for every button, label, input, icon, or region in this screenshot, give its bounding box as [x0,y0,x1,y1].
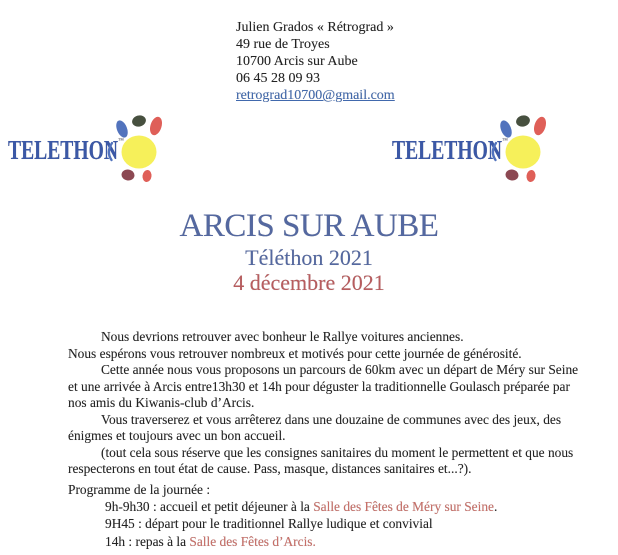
page-title: ARCIS SUR AUBE [179,208,439,244]
contact-email-link[interactable]: retrograd10700@gmail.com [236,88,395,103]
body-text [68,329,588,478]
program-heading: Programme de la journée : [68,482,211,497]
program-items [68,498,588,550]
telethon-logo-right [390,112,558,192]
body-line: et une arrivée à Arcis entre13h30 et 14h pour déguster la traditionnelle Goulasch préparée par [68,378,570,394]
contact-name: Julien Grados « Rétrograd » [236,20,394,35]
body-line: Nous devrions retrouver avec bonheur le Rallye voitures anciennes. [101,329,464,344]
event-date: 4 décembre 2021 [233,270,385,295]
program-item-text: 9H45 : départ pour le traditionnel Rallye ludique et convivial [105,516,433,532]
contact-phone: 06 45 28 09 93 [236,71,320,86]
body-line: Cette année nous vous proposons un parcours de 60km avec un départ de Méry sur Seine [101,362,579,377]
program-item-suffix: . [493,499,498,515]
body-line: (tout cela sous réserve que les consignes sanitaires du moment le permettent et que nous [101,444,574,460]
program-item [68,533,588,550]
program-item-text: 14h : repas à la [105,533,190,549]
program-section [68,481,588,550]
contact-block [236,19,395,104]
title-block [0,206,618,295]
program-venue: Salle des Fêtes de Méry sur Seine [313,499,494,515]
body-line: nos amis du Kiwanis-club d’Arcis. [68,395,255,410]
body-line: énigmes et toujours avec un bon accueil. [68,428,286,443]
body-line: Vous traverserez et vous arrêterez dans une douzaine de communes avec des jeux, des [101,411,562,427]
body-line: Nous espérons vous retrouver nombreux et motivés pour cette journée de générosité. [68,345,522,361]
body-line: respecterons en tout état de cause. Pass, masque, distances sanitaires et...?). [68,461,472,476]
program-item-text: 9h-9h30 : accueil et petit déjeuner à la [105,499,314,515]
contact-address-street: 49 rue de Troyes [236,37,330,52]
program-item [68,515,588,532]
event-subtitle: Téléthon 2021 [245,245,373,270]
program-item [68,498,588,515]
telethon-logo-left [6,112,174,192]
contact-address-city: 10700 Arcis sur Aube [236,54,358,69]
program-venue: Salle des Fêtes d’Arcis. [189,533,316,549]
